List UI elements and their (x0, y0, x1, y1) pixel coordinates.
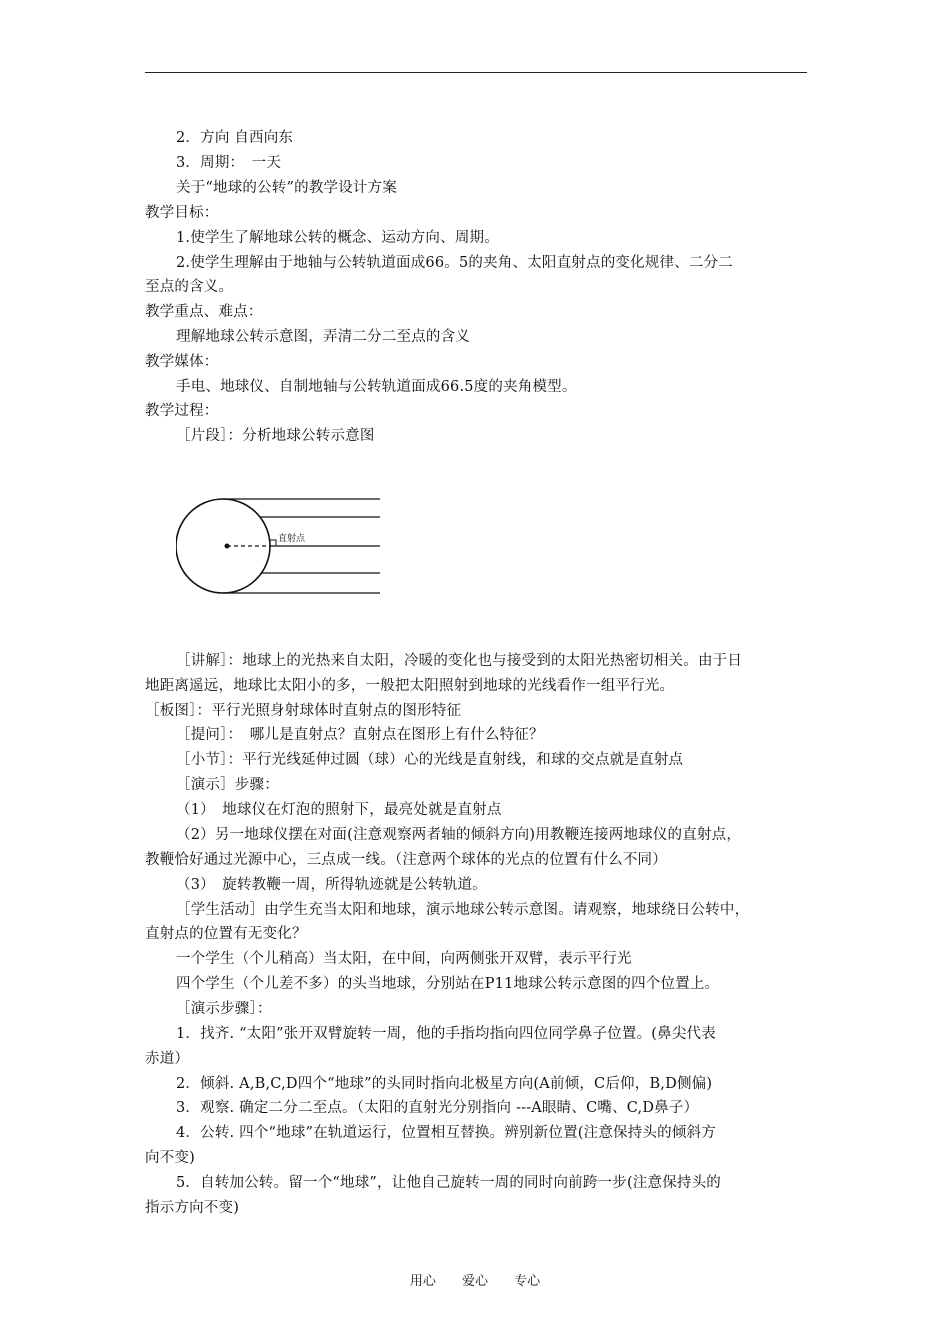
summary-text: ［小节］：平行光线延伸过圆（球）心的光线是直射线，和球的交点就是直射点 (176, 752, 684, 768)
demo-heading: ［演示］步骤： (176, 777, 279, 793)
step-align: 1．找齐. “太阳”张开双臂旋转一周，他的手指均指向四位同学鼻子位置。(鼻尖代表 (176, 1026, 716, 1042)
explanation-line-2: 地距离遥远，地球比太阳小的多，一般把太阳照射到地球的光线看作一组平行光。 (145, 678, 675, 694)
direct-point-label: 直射点 (278, 534, 306, 544)
earth-center-dot (225, 544, 230, 549)
page-footer: 用心 爱心 专心 (409, 1274, 541, 1289)
header-rule (145, 72, 807, 73)
board-drawing-text: ［板图］：平行光照身射球体时直射点的图形特征 (145, 703, 462, 719)
step-rotate-revolve: 5．自转加公转。留一个“地球”，让他自己旋转一周的同时向前跨一步(注意保持头的 (176, 1175, 722, 1191)
perpendicular-marker (270, 540, 276, 546)
student-activity-cont: 直射点的位置有无变化？ (145, 926, 307, 942)
section-title: 关于“地球的公转”的教学设计方案 (176, 180, 398, 196)
demo-step-3: （3） 旋转教鞭一周，所得轨迹就是公转轨道。 (176, 877, 487, 893)
step-tilt: 2．倾斜. A,B,C,D四个“地球”的头同时指向北极星方向(A前倾，C后仰，B,D侧偏) (176, 1076, 713, 1092)
media-text: 手电、地球仪、自制地轴与公转轨道面成66.5度的夹角模型。 (176, 379, 577, 395)
demo-step-1: （1） 地球仪在灯泡的照射下，最亮处就是直射点 (176, 802, 502, 818)
direct-sunlight-diagram (176, 493, 386, 599)
text-line-period: 3．周期： 一天 (176, 155, 282, 171)
activity-earth-role: 四个学生（个儿差不多）的头当地球，分别站在P11地球公转示意图的四个位置上。 (176, 976, 720, 992)
heading-objectives: 教学目标： (145, 205, 219, 221)
objective-2-cont: 至点的含义。 (145, 279, 234, 295)
demo-step-2-cont: 教鞭恰好通过光源中心，三点成一线。（注意两个球体的光点的位置有什么不同） (145, 852, 667, 868)
text-line-direction: 2．方向 自西向东 (176, 130, 294, 146)
step-align-cont: 赤道） (145, 1051, 190, 1067)
demo-step-2: （2）另一地球仪摆在对面(注意观察两者轴的倾斜方向)用教鞭连接两地球仪的直射点， (176, 827, 742, 843)
step-rotate-revolve-cont: 指示方向不变) (145, 1200, 240, 1216)
explanation-line-1: ［讲解］：地球上的光热来自太阳，冷暖的变化也与接受到的太阳光热密切相关。由于日 (176, 653, 743, 669)
step-revolve: 4．公转. 四个“地球”在轨道运行，位置相互替换。辨别新位置(注意保持头的倾斜方 (176, 1125, 716, 1141)
student-activity: ［学生活动］由学生充当太阳和地球，演示地球公转示意图。请观察，地球绕日公转中， (176, 902, 750, 918)
activity-sun-role: 一个学生（个儿稍高）当太阳，在中间，向两侧张开双臂，表示平行光 (176, 951, 632, 967)
objective-1: 1.使学生了解地球公转的概念、运动方向、周期。 (176, 230, 499, 246)
step-observe: 3．观察. 确定二分二至点。（太阳的直射光分别指向 ---A眼睛、C嘴、C,D鼻子） (176, 1100, 699, 1116)
key-points-text: 理解地球公转示意图，弄清二分二至点的含义 (176, 329, 470, 345)
heading-media: 教学媒体： (145, 354, 219, 370)
heading-key-points: 教学重点、难点： (145, 304, 263, 320)
question-text: ［提问］： 哪儿是直射点？直射点在图形上有什么特征？ (176, 727, 544, 743)
step-revolve-cont: 向不变) (145, 1150, 195, 1166)
segment-text: ［片段］：分析地球公转示意图 (176, 428, 375, 444)
objective-2: 2.使学生理解由于地轴与公转轨道面成66。5的夹角、太阳直射点的变化规律、二分二 (176, 255, 734, 271)
demo-steps-heading: ［演示步骤］： (176, 1001, 272, 1017)
heading-process: 教学过程： (145, 403, 219, 419)
